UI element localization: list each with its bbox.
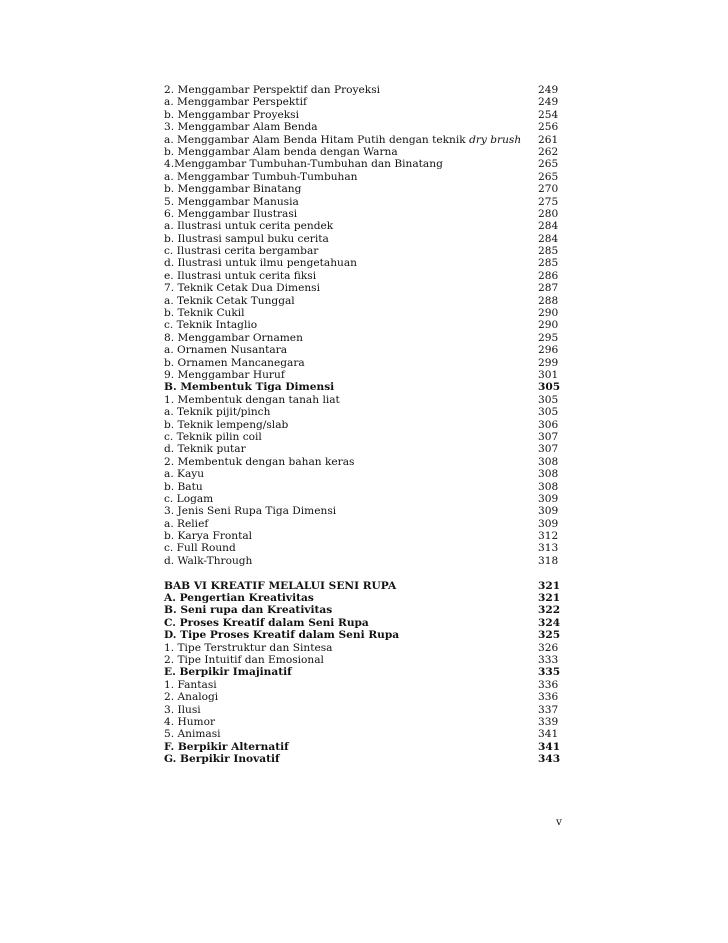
toc-entry (164, 233, 564, 245)
toc-entry (164, 109, 564, 121)
toc-entry (164, 245, 564, 257)
toc-entry (164, 183, 564, 195)
toc-entry (164, 666, 564, 678)
toc-entry-page: 284 (538, 220, 559, 233)
toc-entry-label-text: 1. Membentuk dengan tanah liat (164, 393, 340, 406)
toc-entry-page: 254 (538, 108, 559, 121)
toc-entry-page: 286 (538, 269, 559, 282)
toc-entry-page: 249 (538, 84, 559, 96)
toc-entry (164, 307, 564, 319)
toc-entry-page: 312 (538, 530, 559, 543)
toc-entry (164, 431, 564, 443)
toc-entry-label (164, 381, 334, 393)
toc-entry-page: 336 (538, 691, 559, 704)
toc-entry-label-text: E. Berpikir Imajinatif (164, 666, 292, 679)
toc-entry (164, 505, 564, 517)
toc-entry-label-text: a. Teknik pijit/pinch (164, 406, 271, 419)
toc-entry-label (164, 493, 213, 505)
toc-entry-page: 341 (538, 740, 561, 753)
toc-entry-label (164, 121, 318, 133)
toc-entry-page: 305 (538, 406, 559, 419)
toc-entry-label (164, 592, 314, 604)
toc-entry-label-text: 3. Ilusi (164, 703, 201, 716)
toc-entry (164, 134, 564, 146)
toc-entry-page: 261 (538, 133, 559, 146)
toc-entry-page: 313 (538, 542, 559, 555)
toc-entry-page: 307 (538, 430, 559, 443)
toc-entry-page: 265 (538, 158, 559, 171)
toc-entry-label-text: a. Relief (164, 517, 209, 530)
toc-entry-label-text: b. Batu (164, 480, 203, 493)
toc-entry-label (164, 518, 208, 530)
toc-entry-page: 322 (538, 604, 561, 617)
toc-entry-label-text: a. Menggambar Tumbuh-Tumbuhan (164, 170, 358, 183)
toc-entry-page: 337 (538, 703, 559, 716)
toc-entry-label-text: 3. Jenis Seni Rupa Tiga Dimensi (164, 505, 337, 518)
toc-entry-page: 296 (538, 344, 559, 357)
toc-entry-label (164, 208, 297, 220)
toc-entry-page: 308 (538, 468, 559, 481)
toc-entry (164, 741, 564, 753)
toc-entry (164, 121, 564, 133)
toc-entry-page: 309 (538, 492, 559, 505)
toc-entry-page: 309 (538, 505, 559, 518)
toc-entry-label (164, 456, 354, 468)
toc-entry-label-text: b. Teknik lempeng/slab (164, 418, 289, 431)
toc-entry-page: 321 (538, 579, 561, 592)
toc-entry-page: 336 (538, 678, 559, 691)
toc-entry (164, 208, 564, 220)
toc-entry (164, 456, 564, 468)
toc-entry (164, 84, 564, 96)
toc-entry-page: 256 (538, 121, 559, 134)
toc-entry-page: 301 (538, 368, 559, 381)
toc-entry (164, 654, 564, 666)
toc-entry-label (164, 580, 396, 592)
toc-entry-label-text: c. Full Round (164, 542, 236, 555)
toc-entry-label (164, 542, 236, 554)
toc-entry-page: 275 (538, 195, 559, 208)
toc-entry-page: 249 (538, 96, 559, 109)
toc-entry-label-text: b. Menggambar Binatang (164, 183, 302, 196)
toc-entry-page: 309 (538, 517, 559, 530)
toc-entry-page: 325 (538, 629, 561, 642)
toc-entry-page: 288 (538, 294, 559, 307)
toc-entry-page: 335 (538, 666, 561, 679)
toc-entry-page: 307 (538, 443, 559, 456)
toc-entry-page: 306 (538, 418, 559, 431)
toc-entry-label-text: b. Ilustrasi sampul buku cerita (164, 232, 329, 245)
toc-entry-label (164, 666, 292, 678)
toc-entry-label-text: a. Menggambar Alam Benda Hitam Putih dengan teknik (164, 133, 470, 146)
toc-entry-label-text: b. Menggambar Alam benda dengan Warna (164, 145, 398, 158)
toc-entry-label-text: G. Berpikir Inovatif (164, 753, 280, 766)
toc-entry-label (164, 530, 252, 542)
toc-entry-label (164, 196, 299, 208)
toc-entry-label (164, 233, 329, 245)
toc-entry (164, 580, 564, 592)
toc-entry-label (164, 295, 295, 307)
toc-entry-label (164, 728, 221, 740)
toc-entry-label (164, 332, 303, 344)
toc-entry-label (164, 282, 320, 294)
toc-entry-label (164, 604, 332, 616)
toc-entry (164, 344, 564, 356)
toc-entry-label-text: 8. Menggambar Ornamen (164, 331, 303, 344)
toc-entry-page: 305 (538, 393, 559, 406)
toc-entry (164, 555, 564, 567)
toc-entry-label-text: B. Membentuk Tiga Dimensi (164, 381, 335, 394)
toc-entry-label-text: 1. Tipe Terstruktur dan Sintesa (164, 641, 333, 654)
toc-entry-label (164, 270, 316, 282)
toc-entry-label (164, 109, 299, 121)
toc-entry (164, 481, 564, 493)
toc-entry-page: 270 (538, 183, 559, 196)
toc-entry-page: 285 (538, 257, 559, 270)
toc-entry-label-text: 5. Animasi (164, 728, 221, 741)
toc-entry-label (164, 84, 380, 96)
toc-entry-page: 324 (538, 616, 561, 629)
toc-entry-label-text: 2. Menggambar Perspektif dan Proyeksi (164, 84, 381, 96)
toc-entry-label (164, 245, 318, 257)
toc-entry (164, 158, 564, 170)
toc-entry (164, 704, 564, 716)
toc-entry-label (164, 96, 307, 108)
toc-entry-label (164, 716, 215, 728)
toc-entry (164, 530, 564, 542)
toc-entry (164, 629, 564, 641)
toc-entry-page: 343 (538, 753, 561, 766)
toc-entry (164, 295, 564, 307)
toc-entry-label-text: 2. Analogi (164, 691, 219, 704)
toc-entry (164, 604, 564, 616)
toc-entry (164, 357, 564, 369)
toc-entry (164, 257, 564, 269)
toc-entry-label-text: 2. Tipe Intuitif dan Emosional (164, 653, 324, 666)
toc-entry (164, 728, 564, 740)
toc-entry (164, 542, 564, 554)
toc-entry-page: 285 (538, 245, 559, 258)
toc-entry-label-text: D. Tipe Proses Kreatif dalam Seni Rupa (164, 629, 400, 642)
toc-entry-label-text: 6. Menggambar Ilustrasi (164, 207, 298, 220)
toc-entry-label-text: F. Berpikir Alternatif (164, 740, 289, 753)
toc-entry-label (164, 307, 245, 319)
toc-entry (164, 96, 564, 108)
toc-entry-label-text: c. Teknik pilin coil (164, 430, 262, 443)
toc-entry-label-italic: dry brush (469, 133, 522, 146)
toc-entry-label-text: d. Teknik putar (164, 443, 246, 456)
toc-entry-label-text: b. Teknik Cukil (164, 307, 245, 320)
toc-entry-label-text: a. Menggambar Perspektif (164, 96, 307, 109)
toc-entry-label-text: 4. Humor (164, 715, 216, 728)
toc-entry-page: 265 (538, 170, 559, 183)
toc-entry-label-text: B. Seni rupa dan Kreativitas (164, 604, 333, 617)
toc-entry-label (164, 741, 289, 753)
toc-entry (164, 171, 564, 183)
toc-entry (164, 282, 564, 294)
toc-entry-label-text: 9. Menggambar Huruf (164, 368, 285, 381)
toc-entry (164, 369, 564, 381)
toc-entry-page: 321 (538, 592, 561, 605)
toc-entry-label (164, 369, 285, 381)
toc-entry (164, 270, 564, 282)
toc-entry-label (164, 344, 287, 356)
toc-entry-page: 333 (538, 653, 559, 666)
toc-entry-label (164, 158, 443, 170)
toc-entry-label (164, 257, 357, 269)
toc-entry-label (164, 505, 336, 517)
toc-entry-label (164, 654, 324, 666)
toc-entry-page: 326 (538, 641, 559, 654)
toc-entry-label (164, 146, 398, 158)
toc-entry-label (164, 753, 280, 765)
toc-entry-label-text: e. Ilustrasi untuk cerita fiksi (164, 269, 317, 282)
toc-entry-page: 287 (538, 282, 559, 295)
toc-entry-label-text: d. Walk-Through (164, 554, 253, 567)
toc-entry-label-text: c. Ilustrasi cerita bergambar (164, 245, 319, 258)
toc-entry (164, 642, 564, 654)
toc-entry (164, 196, 564, 208)
toc-entry-label (164, 171, 358, 183)
toc-entry (164, 518, 564, 530)
toc-entry-label (164, 617, 369, 629)
toc-entry-label (164, 555, 252, 567)
toc-entry (164, 493, 564, 505)
toc-entry-page: 280 (538, 207, 559, 220)
toc-entry-label (164, 183, 301, 195)
toc-entry-page: 299 (538, 356, 559, 369)
toc-entry-page: 308 (538, 455, 559, 468)
toc-entry-label-text: a. Kayu (164, 468, 205, 481)
toc-entry (164, 319, 564, 331)
toc-entry-label (164, 394, 340, 406)
toc-entry-label (164, 679, 217, 691)
toc-entry (164, 406, 564, 418)
toc-entry-page: 305 (538, 381, 561, 394)
toc-entry (164, 753, 564, 765)
toc-entry-label (164, 319, 257, 331)
toc-entry-label-text: c. Teknik Intaglio (164, 319, 258, 332)
toc-entry-page: 308 (538, 480, 559, 493)
toc-entry-label-text: 5. Menggambar Manusia (164, 195, 299, 208)
toc-entry-label-text: a. Teknik Cetak Tunggal (164, 294, 295, 307)
toc-entry-label (164, 431, 262, 443)
toc-entry-label-text: 3. Menggambar Alam Benda (164, 121, 318, 134)
toc-entry-label (164, 443, 246, 455)
toc-entry-label-text: 7. Teknik Cetak Dua Dimensi (164, 282, 320, 295)
toc-entry-label (164, 468, 204, 480)
toc-entry-label (164, 406, 270, 418)
toc-entry-label-text: BAB VI KREATIF MELALUI SENI RUPA (164, 579, 397, 592)
toc-entry-label (164, 134, 521, 146)
toc-entry-label-text: b. Karya Frontal (164, 530, 253, 543)
table-of-contents (164, 84, 564, 765)
toc-entry (164, 679, 564, 691)
toc-entry-label (164, 704, 201, 716)
toc-entry-label (164, 220, 333, 232)
toc-entry (164, 691, 564, 703)
toc-entry (164, 716, 564, 728)
toc-entry (164, 617, 564, 629)
toc-entry-page: 295 (538, 331, 559, 344)
toc-entry-page: 341 (538, 728, 559, 741)
toc-entry (164, 419, 564, 431)
toc-entry-label (164, 691, 218, 703)
toc-entry-page: 290 (538, 307, 559, 320)
toc-entry-label (164, 629, 399, 641)
toc-entry-page: 318 (538, 554, 559, 567)
toc-entry-label (164, 357, 305, 369)
page-number: v (556, 816, 562, 828)
toc-entry (164, 146, 564, 158)
toc-entry-label (164, 481, 203, 493)
toc-entry-label-text: a. Ilustrasi untuk cerita pendek (164, 220, 334, 233)
toc-entry (164, 381, 564, 393)
toc-entry-page: 290 (538, 319, 559, 332)
toc-entry (164, 332, 564, 344)
toc-entry-page: 262 (538, 145, 559, 158)
toc-entry-label-text: b. Menggambar Proyeksi (164, 108, 299, 121)
toc-entry-page: 339 (538, 715, 559, 728)
toc-entry-label-text: c. Logam (164, 492, 214, 505)
toc-entry (164, 394, 564, 406)
toc-entry-label-text: 2. Membentuk dengan bahan keras (164, 455, 355, 468)
toc-entry-label (164, 642, 332, 654)
toc-entry (164, 592, 564, 604)
toc-entry (164, 443, 564, 455)
toc-entry-label-text: 1. Fantasi (164, 678, 217, 691)
toc-entry-label-text: 4.Menggambar Tumbuhan-Tumbuhan dan Binatang (164, 158, 443, 171)
toc-entry-label (164, 419, 288, 431)
toc-entry-label-text: a. Ornamen Nusantara (164, 344, 288, 357)
toc-entry (164, 220, 564, 232)
toc-entry-label-text: d. Ilustrasi untuk ilmu pengetahuan (164, 257, 357, 270)
toc-entry-label-text: C. Proses Kreatif dalam Seni Rupa (164, 616, 369, 629)
toc-entry-page: 284 (538, 232, 559, 245)
toc-entry-label-text: b. Ornamen Mancanegara (164, 356, 305, 369)
toc-entry-label-text: A. Pengertian Kreativitas (164, 592, 314, 605)
toc-entry (164, 468, 564, 480)
